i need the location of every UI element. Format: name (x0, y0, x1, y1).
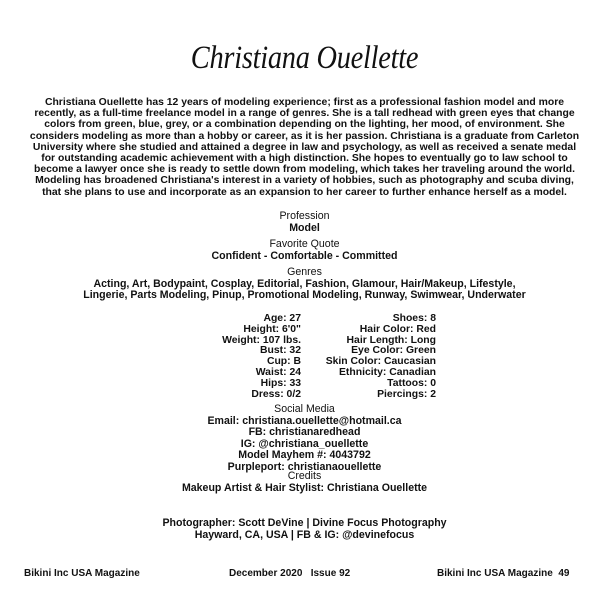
social-facebook: FB: christianaredhead (248, 426, 361, 439)
stat-item: Hips: 33 (260, 377, 301, 389)
social-model-mayhem: Model Mayhem #: 4043792 (238, 449, 371, 462)
social-email: Email: christiana.ouellette@hotmail.ca (207, 414, 402, 427)
stat-item: Hair Color: Red (359, 323, 436, 335)
credits-value: Makeup Artist & Hair Stylist: Christiana Ouellette (181, 481, 428, 494)
page-title: Christiana Ouellette (190, 40, 419, 76)
stats-right-column (304, 314, 436, 400)
stat-item: Hair Length: Long (346, 334, 436, 346)
stat-item: Shoes: 8 (392, 313, 436, 324)
social-purpleport: Purpleport: christianaouellette (227, 460, 382, 473)
genres-heading: Genres (287, 266, 322, 278)
stat-item: Skin Color: Caucasian (325, 356, 436, 368)
stat-item: Piercings: 2 (377, 388, 436, 400)
bio-paragraph: Christiana Ouellette has 12 years of modeling experience; first as a professional fashion model and more recently, as a full-time freelance model in a range of genres. She is a tall redhead with green eyes that change colors from green, blue, grey, or a combination depending on the lighting, her mood, of environment. She considers modeling as more than a hobby or career, as it is her passion. Christiana is a graduate from Carleton University where she studied and attained a degree in law and psychology, as well as received a senate medal for outstanding academic achievement with a high distinction. She hopes to eventually go to law school to become a lawyer once she is ready to settle down from modeling, which takes her traveling around the world. Modeling has broadened Christiana's interest in a variety of hobbies, such as photography and scuba diving, that she plans to use and incorporate as an expansion to her career to further enhance herself as a model. (29, 97, 580, 198)
profession-heading: Profession (279, 210, 330, 222)
stat-item: Waist: 24 (255, 366, 301, 378)
stat-item: Bust: 32 (260, 345, 301, 357)
social-instagram: IG: @christiana_ouellette (240, 437, 369, 450)
photographer-section (0, 518, 609, 541)
quote-value: Confident - Comfortable - Committed (211, 249, 398, 262)
genres-line-1: Acting, Art, Bodypaint, Cosplay, Editorial, Fashion, Glamour, Hair/Makeup, Lifestyle, (93, 277, 516, 290)
social-heading: Social Media (274, 403, 335, 415)
stat-item: Height: 6'0" (243, 323, 301, 335)
credits-heading: Credits (287, 470, 322, 482)
stat-item: Cup: B (266, 356, 301, 368)
genres-section (0, 267, 609, 302)
stats-left-column (198, 314, 301, 400)
profession-section (0, 211, 609, 234)
social-section (0, 404, 609, 474)
stat-item: Age: 27 (263, 313, 301, 324)
stat-item: Dress: 0/2 (251, 388, 301, 400)
quote-heading: Favorite Quote (269, 238, 340, 250)
footer-magazine-name: Bikini Inc USA Magazine (24, 568, 140, 579)
stat-item: Eye Color: Green (351, 345, 436, 357)
profession-value: Model (289, 221, 320, 234)
stat-item: Weight: 107 lbs. (222, 334, 301, 346)
footer-issue: December 2020 Issue 92 (229, 568, 351, 579)
photographer-line-2: Hayward, CA, USA | FB & IG: @devinefocus (194, 528, 415, 541)
quote-section (0, 239, 609, 262)
photographer-line-1: Photographer: Scott DeVine | Divine Focus Photography (162, 517, 447, 529)
footer-page-number: Bikini Inc USA Magazine 49 (437, 568, 570, 579)
stat-item: Tattoos: 0 (387, 377, 436, 389)
credits-section (0, 471, 609, 494)
genres-line-2: Lingerie, Parts Modeling, Pinup, Promotional Modeling, Runway, Swimwear, Underwater (83, 289, 526, 302)
stat-item: Ethnicity: Canadian (339, 366, 436, 378)
